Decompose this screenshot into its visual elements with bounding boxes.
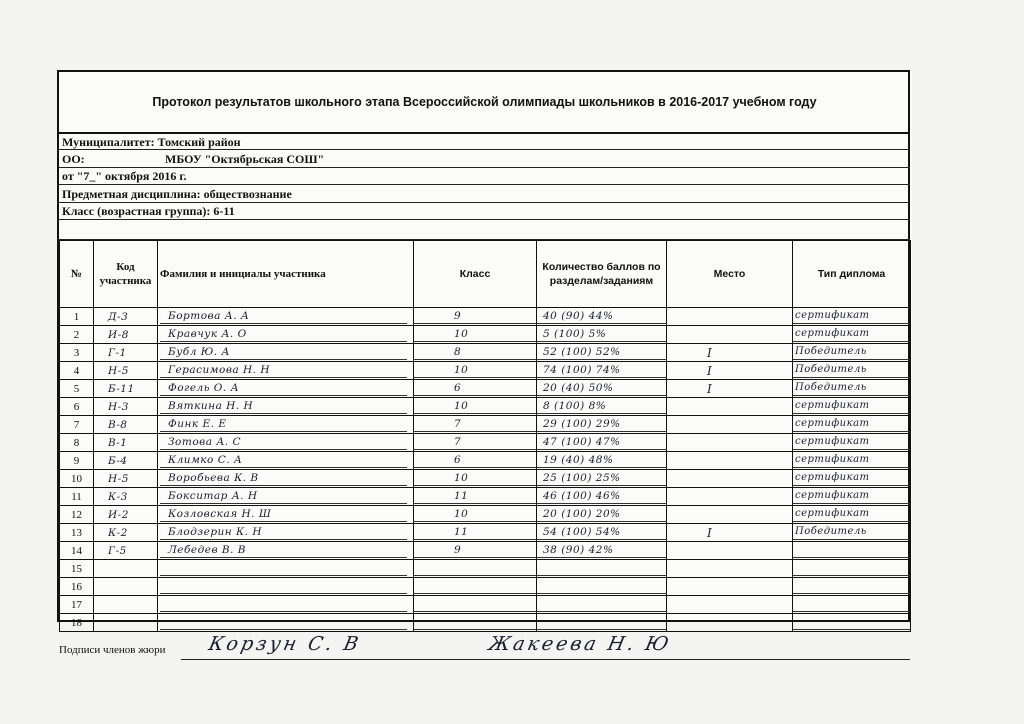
cell-score (537, 380, 667, 398)
oo-value: МБОУ "Октябрьская СОШ" (165, 152, 325, 166)
cell-place (667, 344, 793, 362)
handwritten-code: В-1 (108, 436, 128, 449)
municipality-row (59, 133, 910, 150)
cell-diploma (793, 434, 911, 452)
handwritten-name: Козловская Н. Ш (160, 507, 407, 522)
handwritten-code: Б-11 (108, 382, 135, 395)
handwritten-class (414, 561, 536, 576)
cell-num: 13 (60, 524, 94, 542)
handwritten-score: 20 (40) 50% (537, 381, 666, 396)
cell-name (158, 488, 414, 506)
handwritten-place (669, 400, 786, 414)
cell-class (414, 560, 537, 578)
cell-code (94, 434, 158, 452)
cell-code (94, 488, 158, 506)
cell-num: 14 (60, 542, 94, 560)
handwritten-place (669, 472, 786, 486)
results-table (59, 240, 911, 632)
cell-class (414, 614, 537, 632)
cell-class (414, 578, 537, 596)
cell-score (537, 614, 667, 632)
cell-class (414, 326, 537, 344)
header-num: № (60, 241, 94, 308)
handwritten-score: 74 (100) 74% (537, 363, 666, 378)
handwritten-code (96, 616, 151, 630)
cell-class (414, 398, 537, 416)
handwritten-class: 10 (414, 327, 536, 342)
subject-row (59, 186, 910, 203)
handwritten-code: Д-3 (108, 310, 129, 323)
handwritten-code: Н-5 (108, 472, 129, 485)
cell-code (94, 542, 158, 560)
cell-num: 2 (60, 326, 94, 344)
jury-signature-2: Жакеева Н. Ю (486, 633, 674, 655)
handwritten-name: Фогель О. А (160, 381, 407, 396)
handwritten-place: I (707, 381, 713, 396)
handwritten-class (414, 615, 536, 630)
cell-diploma (793, 578, 911, 596)
handwritten-diploma: сертификат (793, 399, 910, 414)
handwritten-place: I (707, 525, 713, 540)
handwritten-name (160, 597, 407, 612)
cell-place (667, 308, 793, 326)
handwritten-score (537, 615, 666, 630)
handwritten-class (414, 579, 536, 594)
cell-name (158, 524, 414, 542)
handwritten-diploma: сертификат (793, 417, 910, 432)
cell-num: 18 (60, 614, 94, 632)
handwritten-class: 11 (414, 489, 536, 504)
table-row (60, 452, 911, 470)
cell-code (94, 452, 158, 470)
date-row (59, 168, 910, 185)
handwritten-class: 9 (414, 543, 536, 558)
handwritten-diploma: Победитель (793, 363, 910, 378)
handwritten-score: 54 (100) 54% (537, 525, 666, 540)
cell-place (667, 524, 793, 542)
handwritten-diploma: Победитель (793, 345, 910, 360)
date-text: от "7_" октября 2016 г. (62, 169, 187, 183)
cell-place (667, 596, 793, 614)
handwritten-diploma (793, 597, 910, 612)
handwritten-name: Зотова А. С (160, 435, 407, 450)
handwritten-code: К-2 (108, 526, 128, 539)
cell-name (158, 380, 414, 398)
handwritten-class: 10 (414, 363, 536, 378)
handwritten-diploma: сертификат (793, 507, 910, 522)
handwritten-place: I (707, 345, 713, 360)
oo-row (59, 151, 910, 168)
cell-score (537, 578, 667, 596)
handwritten-class: 9 (414, 309, 536, 324)
cell-name (158, 398, 414, 416)
cell-class (414, 308, 537, 326)
cell-place (667, 416, 793, 434)
cell-diploma (793, 506, 911, 524)
cell-place (667, 614, 793, 632)
handwritten-score: 29 (100) 29% (537, 417, 666, 432)
cell-class (414, 524, 537, 542)
header-place: Место (667, 241, 793, 308)
cell-num: 9 (60, 452, 94, 470)
table-row (60, 596, 911, 614)
cell-score (537, 560, 667, 578)
handwritten-diploma: сертификат (793, 471, 910, 486)
cell-diploma (793, 560, 911, 578)
handwritten-score: 8 (100) 8% (537, 399, 666, 414)
handwritten-class: 10 (414, 471, 536, 486)
cell-code (94, 398, 158, 416)
cell-name (158, 506, 414, 524)
handwritten-name: Воробьева К. В (160, 471, 407, 486)
handwritten-name (160, 561, 407, 576)
table-row (60, 344, 911, 362)
cell-diploma (793, 470, 911, 488)
table-row (60, 398, 911, 416)
handwritten-name (160, 579, 407, 594)
cell-num: 15 (60, 560, 94, 578)
cell-class (414, 596, 537, 614)
handwritten-score: 40 (90) 44% (537, 309, 666, 324)
cell-code (94, 596, 158, 614)
cell-place (667, 398, 793, 416)
cell-score (537, 506, 667, 524)
table-row (60, 308, 911, 326)
cell-num: 3 (60, 344, 94, 362)
handwritten-score (537, 561, 666, 576)
handwritten-score: 25 (100) 25% (537, 471, 666, 486)
cell-name (158, 542, 414, 560)
cell-score (537, 398, 667, 416)
handwritten-class: 7 (414, 435, 536, 450)
cell-code (94, 470, 158, 488)
cell-score (537, 308, 667, 326)
handwritten-score (537, 597, 666, 612)
signatures-label: Подписи членов жюри (59, 644, 166, 656)
table-row (60, 488, 911, 506)
cell-class (414, 542, 537, 560)
cell-code (94, 578, 158, 596)
handwritten-code: Н-3 (108, 400, 129, 413)
handwritten-name: Бокситар А. Н (160, 489, 407, 504)
cell-name (158, 560, 414, 578)
cell-diploma (793, 416, 911, 434)
jury-signature-1: Корзун С. В (206, 633, 364, 655)
cell-code (94, 560, 158, 578)
cell-code (94, 380, 158, 398)
cell-diploma (793, 542, 911, 560)
handwritten-class: 11 (414, 525, 536, 540)
cell-name (158, 326, 414, 344)
handwritten-code (96, 580, 151, 594)
handwritten-diploma: Победитель (793, 525, 910, 540)
header-diploma: Тип диплома (793, 241, 911, 308)
cell-class (414, 470, 537, 488)
cell-diploma (793, 398, 911, 416)
handwritten-name: Блодзерин К. Н (160, 525, 407, 540)
handwritten-place (669, 490, 786, 504)
handwritten-place (669, 328, 786, 342)
cell-num: 11 (60, 488, 94, 506)
handwritten-class: 10 (414, 507, 536, 522)
jury-signatures (59, 633, 910, 663)
cell-score (537, 524, 667, 542)
cell-place (667, 326, 793, 344)
cell-place (667, 488, 793, 506)
handwritten-class: 6 (414, 381, 536, 396)
handwritten-code (96, 562, 151, 576)
cell-score (537, 344, 667, 362)
handwritten-place (669, 454, 786, 468)
cell-num: 7 (60, 416, 94, 434)
table-header-row (60, 241, 911, 308)
table-row (60, 578, 911, 596)
spacer-row (59, 220, 910, 240)
cell-diploma (793, 524, 911, 542)
handwritten-code: И-8 (108, 328, 129, 341)
cell-diploma (793, 614, 911, 632)
cell-code (94, 326, 158, 344)
cell-class (414, 362, 537, 380)
cell-diploma (793, 488, 911, 506)
handwritten-score: 47 (100) 47% (537, 435, 666, 450)
cell-name (158, 416, 414, 434)
handwritten-code: И-2 (108, 508, 129, 521)
handwritten-place (669, 310, 786, 324)
cell-class (414, 452, 537, 470)
handwritten-diploma (793, 615, 910, 630)
cell-diploma (793, 308, 911, 326)
handwritten-place (669, 616, 786, 630)
header-name: Фамилия и инициалы участника (158, 241, 414, 308)
table-row (60, 326, 911, 344)
header-score: Количество баллов по разделам/заданиям (537, 241, 667, 308)
handwritten-code: Г-1 (108, 346, 127, 359)
handwritten-diploma (793, 561, 910, 576)
cell-score (537, 416, 667, 434)
handwritten-place (669, 418, 786, 432)
handwritten-diploma: сертификат (793, 327, 910, 342)
protocol-title: Протокол результатов школьного этапа Всероссийской олимпиады школьников в 2016-2017 учебном году (59, 72, 910, 133)
handwritten-name: Бортова А. А (160, 309, 407, 324)
table-row (60, 416, 911, 434)
cell-num: 8 (60, 434, 94, 452)
municipality-text: Муниципалитет: Томский район (62, 135, 241, 149)
cell-num: 5 (60, 380, 94, 398)
handwritten-score: 20 (100) 20% (537, 507, 666, 522)
cell-score (537, 542, 667, 560)
cell-place (667, 362, 793, 380)
header-class: Класс (414, 241, 537, 308)
handwritten-name: Бубл Ю. А (160, 345, 407, 360)
table-row (60, 434, 911, 452)
cell-score (537, 596, 667, 614)
handwritten-name: Финк Е. Е (160, 417, 407, 432)
cell-num: 6 (60, 398, 94, 416)
cell-code (94, 506, 158, 524)
handwritten-place: I (707, 363, 713, 378)
cell-name (158, 470, 414, 488)
cell-name (158, 362, 414, 380)
handwritten-class: 6 (414, 453, 536, 468)
cell-num: 12 (60, 506, 94, 524)
cell-diploma (793, 380, 911, 398)
cell-name (158, 578, 414, 596)
table-row (60, 380, 911, 398)
cell-place (667, 434, 793, 452)
handwritten-diploma: сертификат (793, 309, 910, 324)
cell-code (94, 308, 158, 326)
handwritten-diploma (793, 579, 910, 594)
table-row (60, 542, 911, 560)
cell-class (414, 434, 537, 452)
subject-text: Предметная дисциплина: обществознание (62, 187, 292, 201)
cell-diploma (793, 344, 911, 362)
handwritten-code: Б-4 (108, 454, 128, 467)
cell-place (667, 578, 793, 596)
cell-diploma (793, 596, 911, 614)
cell-name (158, 596, 414, 614)
cell-num: 17 (60, 596, 94, 614)
handwritten-place (669, 598, 786, 612)
cell-place (667, 380, 793, 398)
handwritten-score: 19 (40) 48% (537, 453, 666, 468)
handwritten-score: 46 (100) 46% (537, 489, 666, 504)
handwritten-diploma: сертификат (793, 435, 910, 450)
handwritten-code: Н-5 (108, 364, 129, 377)
cell-score (537, 452, 667, 470)
cell-diploma (793, 362, 911, 380)
cell-name (158, 614, 414, 632)
cell-diploma (793, 326, 911, 344)
handwritten-name (160, 615, 407, 630)
header-code: Код участника (94, 241, 158, 308)
handwritten-code: К-3 (108, 490, 128, 503)
cell-class (414, 380, 537, 398)
cell-code (94, 362, 158, 380)
cell-num: 1 (60, 308, 94, 326)
table-row (60, 362, 911, 380)
handwritten-name: Климко С. А (160, 453, 407, 468)
cell-score (537, 470, 667, 488)
table-row (60, 470, 911, 488)
handwritten-name: Лебедев В. В (160, 543, 407, 558)
cell-score (537, 434, 667, 452)
handwritten-place (669, 436, 786, 450)
handwritten-place (669, 544, 786, 558)
handwritten-diploma: сертификат (793, 489, 910, 504)
handwritten-place (669, 508, 786, 522)
handwritten-code (96, 598, 151, 612)
cell-class (414, 506, 537, 524)
cell-place (667, 560, 793, 578)
handwritten-code: Г-5 (108, 544, 127, 557)
handwritten-score (537, 579, 666, 594)
handwritten-name: Кравчук А. О (160, 327, 407, 342)
handwritten-score: 52 (100) 52% (537, 345, 666, 360)
oo-label: ОО: (62, 152, 85, 166)
table-row (60, 614, 911, 632)
handwritten-class: 8 (414, 345, 536, 360)
handwritten-place (669, 580, 786, 594)
cell-place (667, 542, 793, 560)
class-group-text: Класс (возрастная группа): 6-11 (62, 204, 235, 218)
cell-code (94, 614, 158, 632)
handwritten-place (669, 562, 786, 576)
cell-num: 10 (60, 470, 94, 488)
handwritten-class: 10 (414, 399, 536, 414)
signature-line (181, 659, 910, 660)
handwritten-class (414, 597, 536, 612)
handwritten-name: Герасимова Н. Н (160, 363, 407, 378)
cell-class (414, 416, 537, 434)
cell-name (158, 344, 414, 362)
cell-place (667, 470, 793, 488)
cell-name (158, 452, 414, 470)
handwritten-class: 7 (414, 417, 536, 432)
cell-place (667, 452, 793, 470)
table-row (60, 560, 911, 578)
handwritten-diploma (793, 543, 910, 558)
handwritten-diploma: сертификат (793, 453, 910, 468)
cell-score (537, 326, 667, 344)
table-row (60, 524, 911, 542)
handwritten-name: Вяткина Н. Н (160, 399, 407, 414)
cell-num: 4 (60, 362, 94, 380)
cell-class (414, 488, 537, 506)
cell-code (94, 416, 158, 434)
handwritten-score: 38 (90) 42% (537, 543, 666, 558)
handwritten-diploma: Победитель (793, 381, 910, 396)
class-group-row (59, 203, 910, 220)
cell-score (537, 488, 667, 506)
cell-class (414, 344, 537, 362)
cell-name (158, 308, 414, 326)
cell-num: 16 (60, 578, 94, 596)
table-row (60, 506, 911, 524)
handwritten-code: В-8 (108, 418, 128, 431)
cell-name (158, 434, 414, 452)
cell-code (94, 524, 158, 542)
handwritten-score: 5 (100) 5% (537, 327, 666, 342)
cell-score (537, 362, 667, 380)
cell-place (667, 506, 793, 524)
cell-diploma (793, 452, 911, 470)
cell-code (94, 344, 158, 362)
